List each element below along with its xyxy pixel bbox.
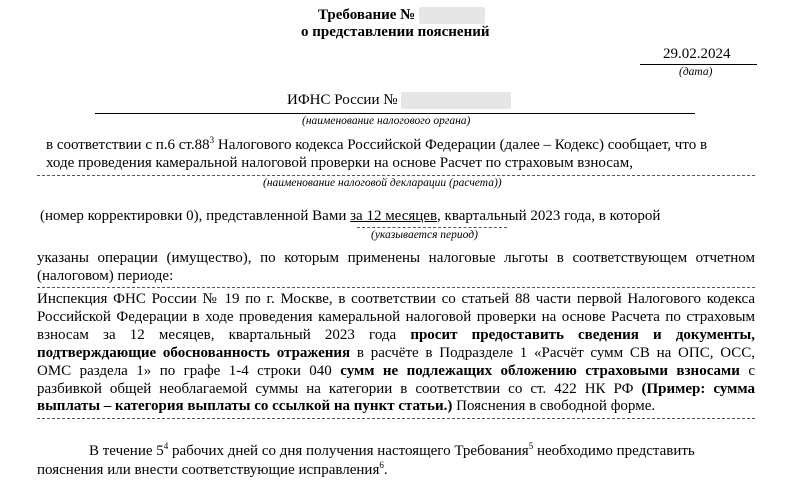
- date-underline: [640, 64, 757, 65]
- body-line-3-bold: просит предоставить сведения и документы,: [410, 327, 755, 343]
- redacted-authority-number: [401, 92, 511, 109]
- period-underline: [357, 227, 507, 228]
- authority-underline: [95, 113, 695, 114]
- period-text-post: , квартальный 2023 года, в которой: [437, 208, 661, 224]
- document-title-text: Требование №: [318, 7, 416, 23]
- body-underline: [37, 418, 755, 419]
- intro-text-2: Налогового кодекса Российской Федерации (далее – Кодекс) сообщает, что в: [214, 137, 708, 153]
- tax-authority: [287, 92, 511, 109]
- footnote-3: 3: [209, 135, 215, 145]
- intro-line-1: [46, 137, 707, 154]
- period-line: [40, 208, 660, 225]
- body-line-6-bold: (Пример: сумма: [641, 381, 755, 397]
- footnote-6: 6: [379, 460, 384, 470]
- body-line-5-bold: сумм не подлежащих обложению страховыми взносами: [340, 363, 740, 379]
- document-subtitle: о представлении пояснений: [301, 24, 490, 40]
- body-line-5-text: ОМС раздела 1» по графе 1-4 строки 040: [37, 363, 341, 379]
- authority-hint: (наименование налогового органа): [302, 115, 471, 127]
- deadline-text-1: В течение 5: [89, 443, 164, 459]
- declaration-underline: [37, 175, 755, 176]
- body-line-7-bold: выплаты – категория выплаты со ссылкой на пункт статьи.): [37, 398, 453, 414]
- body-line-4-text: в расчёте в Подразделе 1 «Расчёт сумм СВ на ОПС, ОСС,: [350, 345, 755, 361]
- body-line-6: [37, 380, 755, 399]
- body-line-6-text: разбивкой общей необлагаемой суммы на категории в соответствии со ст. 422 НК РФ: [37, 381, 642, 397]
- body-line-4: [37, 344, 755, 363]
- body-line-5-end: с: [739, 363, 755, 379]
- date-hint: (дата): [679, 66, 713, 78]
- operations-line-1: указаны операции (имущество), по которым применены налоговые льготы в соответствующем отчетном: [37, 250, 755, 266]
- body-line-3-text: взносам за 12 месяцев, квартальный 2023 года: [37, 327, 411, 343]
- deadline-text-4: пояснения или внести соответствующие исправления: [37, 462, 380, 478]
- redacted-number: [419, 7, 485, 24]
- document-title: [318, 7, 485, 24]
- operations-line-2: (налоговом) периоде:: [37, 268, 174, 284]
- date-value: 29.02.2024: [663, 46, 731, 62]
- deadline-line-2: [37, 462, 388, 479]
- body-line-5: [37, 362, 755, 381]
- declaration-hint: (наименование налоговой декларации (расчета)): [263, 177, 502, 189]
- period-text-pre: (номер корректировки 0), представленной Вами: [40, 208, 351, 224]
- tax-authority-label: ИФНС России №: [287, 92, 398, 108]
- deadline-text-5: .: [383, 462, 388, 478]
- footnote-5: 5: [528, 441, 534, 451]
- deadline-text-3: необходимо представить: [533, 443, 695, 459]
- body-line-7-text: Пояснения в свободной форме.: [452, 398, 656, 414]
- body-line-4-bold: подтверждающие обоснованность отражения: [37, 345, 351, 361]
- footnote-4: 4: [163, 441, 169, 451]
- deadline-text-2: рабочих дней со дня получения настоящего Требования: [168, 443, 529, 459]
- period-value: за 12 месяцев: [350, 208, 438, 224]
- intro-text-1: в соответствии с п.6 ст.88: [46, 137, 210, 153]
- operations-underline: [37, 287, 755, 288]
- body-line-3: [37, 326, 755, 345]
- deadline-line-1: [89, 443, 695, 460]
- body-line-1: Инспекция ФНС России № 19 по г. Москве, в соответствии со статьей 88 части первой Налогового кодекса: [37, 291, 755, 307]
- body-line-7: [37, 398, 655, 415]
- intro-line-2: ходе проведения камеральной налоговой проверки на основе Расчет по страховым взносам,: [46, 155, 633, 171]
- body-line-2: Российской Федерации в ходе проведения камеральной налоговой проверки на основе Расчета по страховым: [37, 309, 755, 325]
- period-hint: (указывается период): [371, 229, 478, 241]
